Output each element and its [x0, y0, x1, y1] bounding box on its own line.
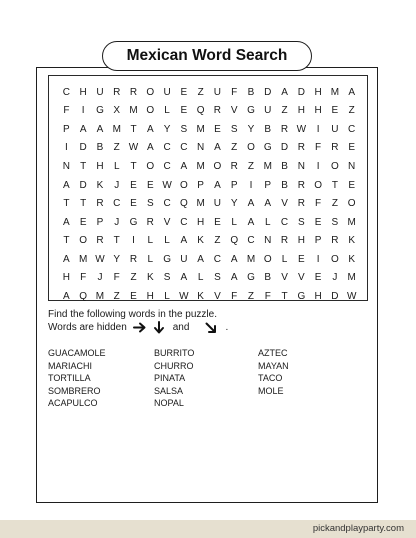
grid-letter: U — [213, 198, 222, 210]
grid-letter: B — [264, 272, 272, 284]
word-list-item: MOLE — [258, 385, 284, 396]
grid-letter: E — [130, 198, 137, 210]
word-column-1 — [48, 347, 154, 410]
grid-letter: H — [79, 86, 87, 98]
grid-letter: R — [129, 86, 138, 98]
grid-letter: R — [129, 253, 138, 265]
grid-letter: M — [246, 253, 256, 265]
grid-row — [58, 120, 360, 139]
instructions — [48, 308, 228, 334]
grid-letter: V — [281, 198, 288, 210]
grid-letter: Z — [247, 290, 255, 302]
grid-letter: Z — [348, 105, 355, 117]
word-list-item: CHURRO — [154, 360, 194, 371]
grid-letter: Z — [281, 105, 288, 117]
grid-letter: P — [197, 179, 204, 191]
grid-letter: Z — [130, 272, 137, 284]
grid-letter: Z — [231, 142, 238, 154]
grid-letter: C — [180, 142, 188, 154]
grid-letter: A — [281, 86, 288, 98]
grid-letter: A — [180, 272, 188, 284]
footer-band — [0, 520, 416, 538]
grid-letter: D — [280, 142, 289, 154]
grid-letter: G — [247, 105, 255, 117]
grid-letter: C — [163, 160, 171, 172]
instructions-line-1: Find the following words in the puzzle. — [48, 309, 217, 320]
word-column-2 — [154, 347, 258, 410]
grid-row — [58, 213, 360, 232]
grid-letter: W — [162, 179, 172, 191]
grid-letter: T — [130, 160, 137, 172]
grid-letter: Z — [113, 142, 120, 154]
grid-letter: U — [96, 86, 104, 98]
grid-letter: R — [280, 123, 289, 135]
grid-letter: R — [331, 142, 339, 154]
grid-letter: H — [146, 290, 154, 302]
grid-letter: L — [264, 216, 271, 228]
grid-letter: L — [164, 105, 170, 117]
grid-row — [58, 102, 360, 121]
grid-letter: R — [297, 142, 305, 154]
grid-letter: T — [281, 290, 288, 302]
grid-letter: L — [197, 272, 204, 284]
grid-letter: X — [113, 105, 121, 117]
grid-letter: F — [113, 272, 120, 284]
grid-letter: Y — [230, 198, 238, 210]
grid-letter: W — [296, 123, 307, 135]
grid-letter: Z — [214, 235, 221, 247]
grid-letter: H — [314, 290, 322, 302]
grid-letter: K — [197, 235, 204, 247]
grid-letter: V — [281, 272, 288, 284]
grid-letter: V — [230, 105, 238, 117]
grid-letter: J — [114, 216, 120, 228]
grid-letter: M — [347, 272, 356, 284]
grid-letter: O — [146, 105, 155, 117]
grid-letter: M — [196, 198, 205, 210]
grid-letter: T — [63, 235, 70, 247]
grid-letter: H — [197, 216, 205, 228]
word-list-item: ACAPULCO — [48, 398, 98, 408]
grid-letter: A — [79, 123, 87, 135]
grid-letter: I — [316, 253, 320, 265]
grid-letter: H — [314, 86, 322, 98]
grid-letter: U — [331, 123, 339, 135]
grid-letter: E — [79, 216, 87, 228]
grid-letter: T — [80, 160, 87, 172]
grid-letter: K — [348, 253, 355, 265]
grid-row — [58, 194, 360, 213]
grid-letter: H — [297, 235, 305, 247]
grid-letter: A — [247, 216, 255, 228]
word-list-item: TACO — [258, 373, 283, 383]
grid-letter: C — [348, 123, 356, 135]
grid-letter: R — [331, 235, 339, 247]
grid-letter: L — [147, 235, 154, 247]
grid-letter: J — [332, 272, 338, 284]
grid-letter: B — [281, 160, 288, 172]
grid-letter: Y — [113, 253, 121, 265]
grid-letter: B — [247, 86, 255, 98]
grid-letter: F — [80, 272, 87, 284]
grid-letter: O — [331, 253, 339, 265]
grid-row — [58, 176, 360, 195]
grid-letter: O — [314, 179, 322, 191]
grid-letter: E — [348, 142, 355, 154]
grid-letter: E — [130, 179, 137, 191]
grid-letter: A — [264, 198, 272, 210]
letter-grid — [58, 83, 360, 306]
grid-letter: P — [264, 179, 272, 191]
grid-letter: M — [196, 160, 205, 172]
instructions-line-2 — [48, 321, 228, 334]
grid-letter: L — [113, 160, 120, 172]
grid-letter: D — [264, 86, 272, 98]
grid-row — [58, 83, 360, 102]
grid-letter: I — [249, 179, 253, 191]
grid-letter: F — [315, 198, 322, 210]
grid-letter: P — [96, 216, 104, 228]
grid-letter: Y — [163, 123, 171, 135]
grid-row — [58, 250, 360, 269]
grid-letter: M — [347, 216, 356, 228]
page-title — [102, 41, 312, 71]
grid-letter: N — [197, 142, 205, 154]
grid-letter: S — [180, 123, 188, 135]
grid-letter: R — [96, 235, 104, 247]
grid-letter: I — [316, 160, 320, 172]
grid-letter: A — [230, 253, 238, 265]
grid-letter: F — [264, 290, 271, 302]
grid-letter: M — [196, 123, 205, 135]
footer-url: pickandplayparty.com — [312, 523, 404, 534]
grid-letter: U — [163, 86, 171, 98]
grid-letter: F — [231, 290, 238, 302]
grid-letter: E — [348, 179, 355, 191]
grid-letter: O — [263, 253, 272, 265]
grid-letter: U — [180, 253, 188, 265]
grid-letter: V — [214, 290, 221, 302]
word-list — [48, 347, 368, 410]
grid-letter: D — [79, 179, 87, 191]
grid-letter: A — [63, 290, 70, 302]
grid-letter: F — [315, 142, 322, 154]
grid-letter: U — [213, 86, 222, 98]
grid-letter: N — [62, 160, 70, 172]
arrow-down-icon — [151, 321, 167, 334]
word-list-item: PINATA — [154, 373, 186, 383]
grid-letter: G — [263, 142, 272, 154]
grid-letter: H — [314, 105, 322, 117]
grid-letter: E — [180, 86, 188, 98]
grid-letter: B — [96, 142, 104, 154]
grid-letter: E — [214, 216, 221, 228]
grid-row — [58, 139, 360, 158]
grid-letter: E — [146, 179, 154, 191]
grid-letter: I — [132, 235, 135, 247]
grid-letter: S — [163, 272, 171, 284]
grid-letter: O — [79, 235, 88, 247]
grid-letter: R — [146, 216, 154, 228]
grid-letter: N — [264, 235, 272, 247]
grid-letter: W — [179, 290, 189, 302]
word-list-item: MAYAN — [258, 360, 289, 371]
word-list-item: TORTILLA — [48, 373, 91, 383]
word-list-item: GUACAMOLE — [48, 348, 106, 358]
grid-letter: Q — [196, 105, 205, 117]
grid-letter: A — [146, 142, 154, 154]
grid-letter: M — [263, 160, 272, 172]
grid-letter: S — [214, 272, 221, 284]
grid-letter: H — [62, 272, 70, 284]
grid-letter: J — [114, 179, 120, 191]
grid-letter: C — [280, 216, 289, 228]
grid-letter: Q — [79, 290, 88, 302]
grid-letter: B — [281, 179, 288, 191]
word-list-item: NOPAL — [154, 398, 184, 408]
grid-letter: G — [247, 272, 255, 284]
grid-letter: T — [63, 198, 70, 210]
grid-letter: A — [63, 253, 70, 265]
grid-letter: E — [331, 105, 339, 117]
grid-letter: R — [213, 105, 222, 117]
grid-letter: I — [81, 105, 85, 117]
grid-letter: E — [314, 272, 322, 284]
grid-letter: A — [214, 142, 221, 154]
grid-letter: A — [197, 253, 204, 265]
grid-letter: R — [280, 235, 289, 247]
grid-letter: V — [297, 272, 305, 284]
grid-letter: K — [146, 272, 154, 284]
word-list-item: AZTEC — [258, 348, 288, 358]
grid-letter: I — [65, 142, 68, 154]
grid-letter: V — [163, 216, 171, 228]
grid-row — [58, 231, 360, 250]
grid-letter: C — [213, 253, 222, 265]
grid-letter: A — [247, 198, 255, 210]
grid-letter: H — [96, 160, 104, 172]
grid-letter: K — [96, 179, 104, 191]
grid-letter: R — [230, 160, 238, 172]
grid-letter: T — [130, 123, 137, 135]
grid-letter: Z — [197, 86, 204, 98]
grid-letter: Y — [247, 123, 255, 135]
grid-letter: M — [79, 253, 88, 265]
word-list-item: SOMBRERO — [48, 385, 101, 396]
grid-letter: A — [214, 179, 221, 191]
grid-letter: A — [146, 123, 154, 135]
grid-letter: F — [63, 105, 70, 117]
grid-letter: M — [112, 123, 121, 135]
grid-letter: K — [197, 290, 204, 302]
grid-letter: O — [146, 86, 155, 98]
grid-letter: N — [348, 160, 356, 172]
grid-letter: L — [231, 216, 237, 228]
grid-letter: U — [264, 105, 272, 117]
grid-letter: W — [128, 142, 139, 154]
grid-letter: O — [179, 179, 188, 191]
grid-letter: C — [163, 198, 171, 210]
arrow-right-icon — [132, 321, 148, 334]
grid-letter: I — [316, 123, 320, 135]
grid-row — [58, 287, 360, 306]
grid-letter: C — [247, 235, 255, 247]
grid-letter: R — [113, 86, 121, 98]
grid-letter: E — [130, 290, 137, 302]
grid-letter: G — [297, 290, 306, 302]
grid-letter: D — [297, 86, 305, 98]
grid-letter: F — [231, 86, 238, 98]
arrow-down-right-icon — [203, 321, 219, 334]
grid-letter: E — [297, 253, 305, 265]
grid-letter: G — [96, 105, 104, 117]
word-list-item: MARIACHI — [48, 360, 93, 371]
word-list-item: BURRITO — [154, 348, 195, 358]
grid-letter: O — [213, 160, 222, 172]
grid-letter: M — [95, 290, 105, 302]
grid-row — [58, 157, 360, 176]
grid-letter: A — [230, 272, 238, 284]
grid-letter: Z — [113, 290, 120, 302]
grid-letter: C — [163, 142, 171, 154]
grid-letter: Q — [179, 198, 188, 210]
grid-letter: D — [331, 290, 339, 302]
grid-letter: O — [331, 160, 339, 172]
grid-letter: G — [129, 216, 138, 228]
grid-letter: R — [297, 179, 305, 191]
grid-letter: A — [63, 216, 70, 228]
grid-letter: E — [180, 105, 188, 117]
grid-letter: L — [147, 253, 154, 265]
grid-letter: L — [281, 253, 288, 265]
grid-letter: A — [96, 123, 104, 135]
grid-letter: E — [214, 123, 221, 135]
grid-letter: A — [63, 179, 70, 191]
grid-letter: Q — [230, 235, 239, 247]
grid-letter: A — [180, 160, 188, 172]
grid-letter: C — [113, 198, 121, 210]
instructions-end-period: . — [225, 322, 229, 333]
grid-letter: C — [62, 86, 70, 98]
grid-letter: D — [79, 142, 87, 154]
grid-letter: T — [113, 235, 120, 247]
grid-letter: B — [264, 123, 272, 135]
word-column-3 — [258, 347, 358, 410]
grid-letter: P — [230, 179, 238, 191]
grid-letter: O — [347, 198, 356, 210]
page-title-text: Mexican Word Search — [126, 47, 288, 64]
grid-letter: G — [163, 253, 171, 265]
instructions-and-text: and — [172, 322, 190, 333]
grid-letter: L — [164, 290, 170, 302]
grid-letter: S — [331, 216, 339, 228]
grid-letter: W — [346, 290, 357, 302]
grid-letter: E — [314, 216, 322, 228]
grid-letter: O — [146, 160, 155, 172]
grid-letter: O — [247, 142, 255, 154]
grid-letter: Z — [247, 160, 255, 172]
instructions-hidden-text: Words are hidden — [48, 322, 127, 333]
grid-letter: S — [146, 198, 154, 210]
grid-letter: L — [164, 235, 170, 247]
grid-letter: N — [297, 160, 305, 172]
grid-letter: A — [348, 86, 355, 98]
grid-letter: H — [297, 105, 305, 117]
grid-letter: R — [297, 198, 305, 210]
grid-letter: J — [97, 272, 103, 284]
grid-letter: W — [95, 253, 105, 265]
grid-letter: M — [330, 86, 340, 98]
grid-letter: S — [230, 123, 238, 135]
word-list-item: SALSA — [154, 385, 184, 396]
grid-letter: T — [331, 179, 338, 191]
grid-letter: Z — [331, 198, 338, 210]
grid-letter: K — [348, 235, 355, 247]
grid-letter: M — [129, 105, 138, 117]
grid-letter: P — [63, 123, 70, 135]
grid-letter: R — [96, 198, 104, 210]
grid-letter: P — [314, 235, 322, 247]
grid-letter: A — [180, 235, 188, 247]
grid-letter: S — [297, 216, 305, 228]
grid-row — [58, 268, 360, 287]
grid-letter: C — [180, 216, 188, 228]
grid-letter: T — [80, 198, 87, 210]
